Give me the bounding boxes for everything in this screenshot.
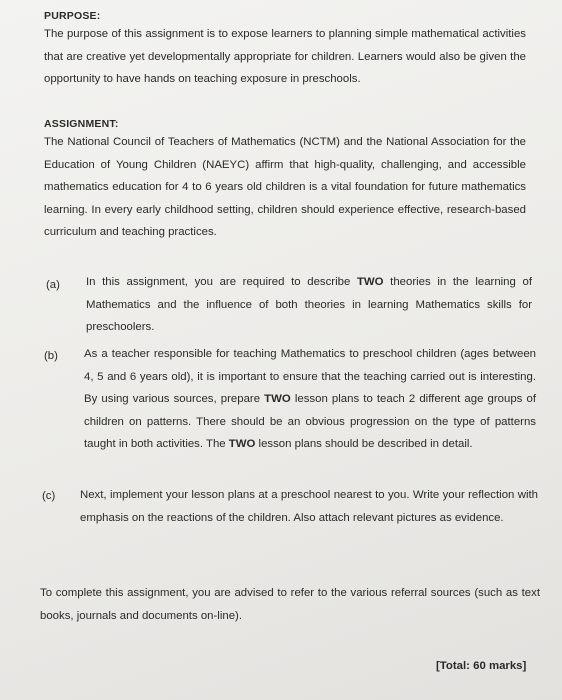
assignment-paragraph: The National Council of Teachers of Mathematics (NCTM) and the National Association for the Education of Young Children (NAEYC) affirm that high-quality, challenging, and accessible mathematics education for 4 to 6 years old children is a vital foundation for future mathematics learning. In every early childhood setting, children should experience effective, research-based curriculum and teaching practices.	[44, 136, 526, 239]
item-a-text	[86, 271, 532, 339]
item-c-text	[80, 484, 538, 529]
closing-paragraph: To complete this assignment, you are advised to refer to the various referral sources (such as text books, journals and documents on-line).	[40, 587, 540, 622]
total-marks: [Total: 60 marks]	[436, 660, 527, 672]
item-a-bold-1: TWO	[356, 276, 384, 288]
item-c-label: (c)	[42, 490, 56, 502]
item-c-text-1: Next, implement your lesson plans at a preschool nearest to you. Write your reflection with emphasis on the reactions of the children. Also attach relevant pictures as evidence.	[80, 489, 538, 524]
item-a-text-1: In this assignment, you are required to describe	[86, 276, 357, 288]
item-b-bold-2: TWO	[228, 438, 256, 451]
item-b-text-1: As a teacher responsible for teaching Mathematics to preschool children (ages between 4, 5 and 6 years old), it is important to ensure that the teaching carried out is interesting. By using various sources, prepare	[84, 348, 536, 406]
item-a-text-2: theories in the learning of Mathematics and the influence of both theories in learning Mathematics skills for preschoolers.	[86, 276, 532, 334]
item-b-text-2: lesson plans to teach 2 different age groups of children on patterns. There should be an obvious progression on the type of patterns taught in both activities. The	[84, 393, 536, 451]
purpose-heading: PURPOSE:	[44, 10, 101, 22]
item-b-text-3: lesson plans should be described in detail.	[255, 438, 473, 451]
assignment-heading: ASSIGNMENT:	[44, 118, 119, 130]
item-b-text	[84, 343, 536, 456]
item-b-bold-1: TWO	[264, 393, 291, 406]
item-a-label: (a)	[46, 279, 60, 291]
item-b-label: (b)	[44, 350, 58, 362]
purpose-paragraph: The purpose of this assignment is to expose learners to planning simple mathematical activities that are creative yet developmentally appropriate for children. Learners would also be given the opportunity to have hands on teaching exposure in preschools.	[44, 28, 526, 86]
